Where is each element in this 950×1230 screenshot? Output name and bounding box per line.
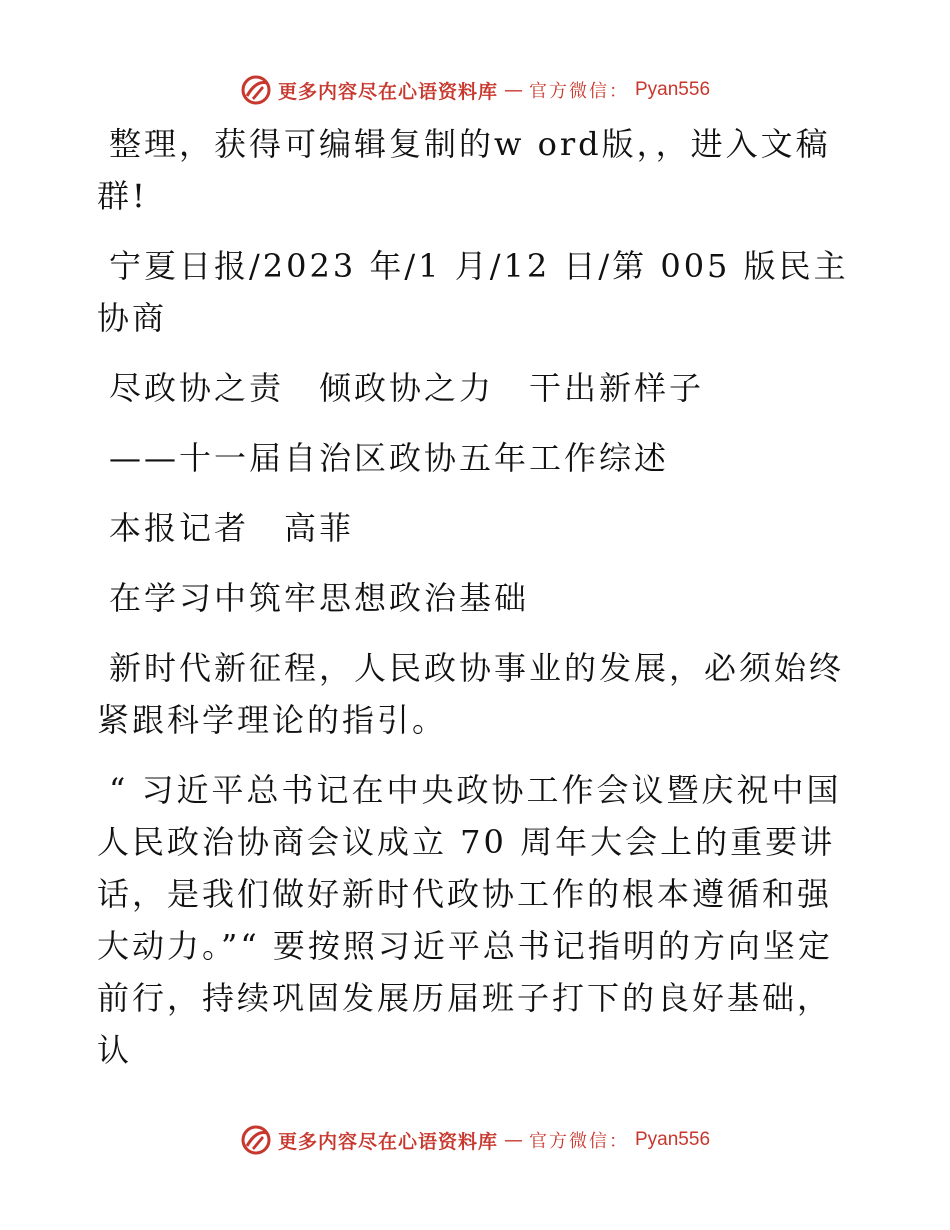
page-footer [0,1120,950,1160]
body-paragraph-2: “ 习近平总书记在中央政协工作会议暨庆祝中国人民政治协商会议成立 70 周年大会上的重要讲话，是我们做好新时代政协工作的根本遵循和强大动力。”“ 要按照习近平总书记指明的方向坚定前行，持续巩固发展历届班子打下的良好基础，认 [97,771,842,1069]
footer-wechat-label: 官方微信： [529,1131,629,1152]
intro-paragraph: 整理，获得可编辑复制的w ord版，，进入文稿群! [97,125,831,215]
footer-dash: — [504,1129,523,1151]
header-banner [240,74,710,106]
byline: 本报记者 高菲 [109,509,355,547]
document-body [97,118,857,1098]
header-wechat-label: 官方微信： [529,81,629,102]
source-line: 宁夏日报/2023 年/1 月/12 日/第 005 版民主协商 [97,247,849,337]
header-wechat-id: Pyan556 [635,79,711,100]
header-site-text: 更多内容尽在心语资料库 [277,80,498,103]
page-header [0,70,950,110]
footer-site-text: 更多内容尽在心语资料库 [277,1130,498,1153]
article-title: 尽政协之责 倾政协之力 干出新样子 [109,369,705,407]
section-heading: 在学习中筑牢思想政治基础 [109,579,530,617]
footer-wechat-id: Pyan556 [635,1129,711,1150]
brand-logo-icon [240,74,272,106]
footer-banner [240,1124,710,1156]
article-subtitle: ——十一届自治区政协五年工作综述 [109,439,670,477]
body-paragraph-1: 新时代新征程，人民政协事业的发展，必须始终紧跟科学理论的指引。 [97,649,845,739]
brand-logo-icon [240,1124,272,1156]
header-dash: — [504,79,523,101]
